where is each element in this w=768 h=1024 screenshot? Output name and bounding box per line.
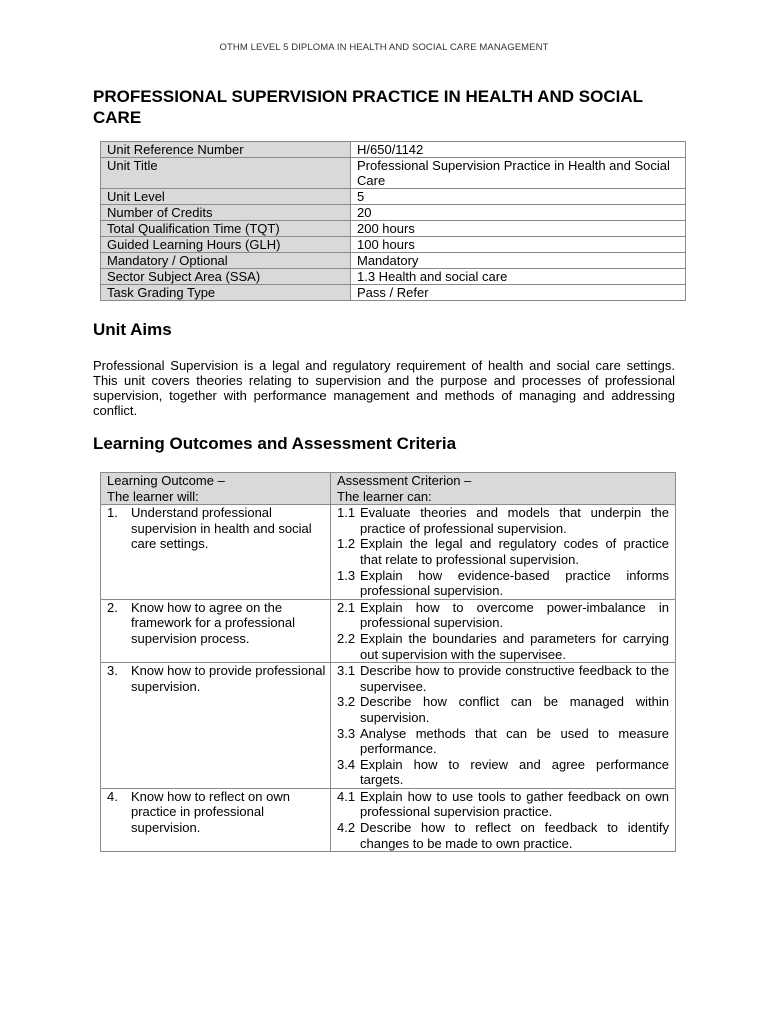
criterion-number: 1.3 (337, 567, 356, 583)
unit-info-label: Guided Learning Hours (GLH) (101, 237, 351, 253)
unit-info-value: 1.3 Health and social care (351, 269, 686, 285)
unit-info-label: Unit Reference Number (101, 142, 351, 158)
learning-outcomes-heading: Learning Outcomes and Assessment Criteria (93, 434, 457, 453)
criterion-item (337, 505, 669, 536)
header-line: The learner can: (337, 488, 432, 504)
table-row (101, 237, 686, 253)
criterion-number: 3.2 (337, 694, 356, 710)
table-row (101, 253, 686, 269)
criterion-text: Analyse methods that can be used to measure performance. (360, 725, 669, 757)
outcome-text: Know how to reflect on own practice in professional supervision. (131, 788, 290, 836)
unit-info-value: Pass / Refer (351, 285, 686, 301)
unit-info-table (100, 141, 686, 301)
assessment-criterion-header (331, 473, 676, 505)
criterion-item (337, 631, 669, 662)
criterion-number: 2.1 (337, 599, 356, 615)
assessment-criteria-cell (331, 599, 676, 662)
criterion-text: Explain how to use tools to gather feedback on own professional supervision practice. (360, 788, 669, 820)
outcome-number: 3. (107, 663, 118, 679)
table-row (101, 788, 676, 851)
criterion-item (337, 663, 669, 694)
header-line: Assessment Criterion – (337, 473, 472, 488)
criterion-text: Explain the legal and regulatory codes of practice that relate to professional supervision. (360, 536, 669, 567)
criterion-item (337, 600, 669, 631)
learning-outcome-cell (101, 788, 331, 851)
criterion-number: 2.2 (337, 630, 356, 646)
criterion-number: 3.4 (337, 756, 356, 772)
unit-info-label: Mandatory / Optional (101, 253, 351, 269)
unit-info-value: Professional Supervision Practice in Health and Social Care (351, 158, 686, 189)
criterion-item (337, 757, 669, 788)
assessment-criteria-cell (331, 663, 676, 789)
learning-outcome-cell (101, 505, 331, 600)
table-row (101, 663, 676, 789)
table-row (101, 142, 686, 158)
running-header: OTHM LEVEL 5 DIPLOMA IN HEALTH AND SOCIAL CARE MANAGEMENT (219, 42, 549, 53)
table-row (101, 285, 686, 301)
table-row (101, 221, 686, 237)
outcome-text: Know how to agree on the framework for a professional supervision process. (131, 599, 296, 646)
unit-aims-heading: Unit Aims (93, 320, 172, 339)
criterion-item (337, 694, 669, 725)
criterion-number: 4.2 (337, 820, 356, 836)
criterion-text: Evaluate theories and models that underpin the practice of professional supervision. (360, 505, 669, 536)
learning-outcome-cell (101, 663, 331, 789)
unit-info-label: Unit Level (101, 189, 351, 205)
criterion-text: Explain how evidence-based practice informs professional supervision. (360, 567, 669, 599)
table-row (101, 205, 686, 221)
criterion-item (337, 820, 669, 851)
learning-outcome-header (101, 473, 331, 505)
unit-info-value: Mandatory (351, 253, 686, 269)
outcome-text: Know how to provide professional supervision. (131, 663, 326, 694)
criterion-text: Describe how to reflect on feedback to identify changes to be made to own practice. (360, 820, 669, 851)
criterion-number: 3.3 (337, 725, 356, 741)
unit-info-value: 200 hours (351, 221, 686, 237)
assessment-criteria-cell (331, 788, 676, 851)
unit-info-label: Task Grading Type (101, 285, 351, 301)
table-row (101, 505, 676, 600)
unit-info-label: Number of Credits (101, 205, 351, 221)
document-title: PROFESSIONAL SUPERVISION PRACTICE IN HEALTH AND SOCIAL CARE (93, 87, 643, 127)
criterion-text: Explain the boundaries and parameters for carrying out supervision with the supervisee. (360, 630, 669, 662)
table-row (101, 269, 686, 285)
criterion-number: 1.2 (337, 536, 356, 552)
outcome-number: 1. (107, 505, 118, 521)
unit-info-label: Sector Subject Area (SSA) (101, 269, 351, 285)
criterion-number: 4.1 (337, 788, 356, 804)
outcome-text: Understand professional supervision in health and social care settings. (131, 505, 312, 552)
criterion-item (337, 789, 669, 820)
table-header-row (101, 473, 676, 505)
outcome-number: 4. (107, 788, 118, 804)
assessment-criteria-cell (331, 505, 676, 600)
criterion-text: Describe how conflict can be managed within supervision. (360, 694, 669, 725)
unit-info-label: Total Qualification Time (TQT) (101, 221, 351, 237)
table-row (101, 599, 676, 662)
table-row (101, 189, 686, 205)
unit-info-label: Unit Title (101, 158, 351, 189)
unit-info-value: 100 hours (351, 237, 686, 253)
criterion-text: Explain how to overcome power-imbalance in professional supervision. (360, 599, 669, 631)
learning-outcomes-table (100, 472, 676, 852)
criterion-text: Explain how to review and agree performance targets. (360, 756, 669, 788)
outcome-number: 2. (107, 599, 118, 615)
criterion-item (337, 568, 669, 599)
criterion-item (337, 536, 669, 567)
criterion-number: 3.1 (337, 663, 356, 679)
header-line: Learning Outcome – (107, 473, 225, 488)
header-line: The learner will: (107, 488, 199, 504)
table-row (101, 158, 686, 189)
unit-aims-text: Professional Supervision is a legal and regulatory requirement of health and social care settings. This unit covers theories relating to supervision and the purpose and processes of professional supervision, together with performance management and methods of managing and addressing conflict. (93, 358, 675, 418)
unit-info-value: 20 (351, 205, 686, 221)
criterion-text: Describe how to provide constructive feedback to the supervisee. (360, 663, 669, 694)
criterion-item (337, 726, 669, 757)
learning-outcome-cell (101, 599, 331, 662)
criterion-number: 1.1 (337, 505, 356, 521)
unit-info-value: 5 (351, 189, 686, 205)
unit-info-value: H/650/1142 (351, 142, 686, 158)
